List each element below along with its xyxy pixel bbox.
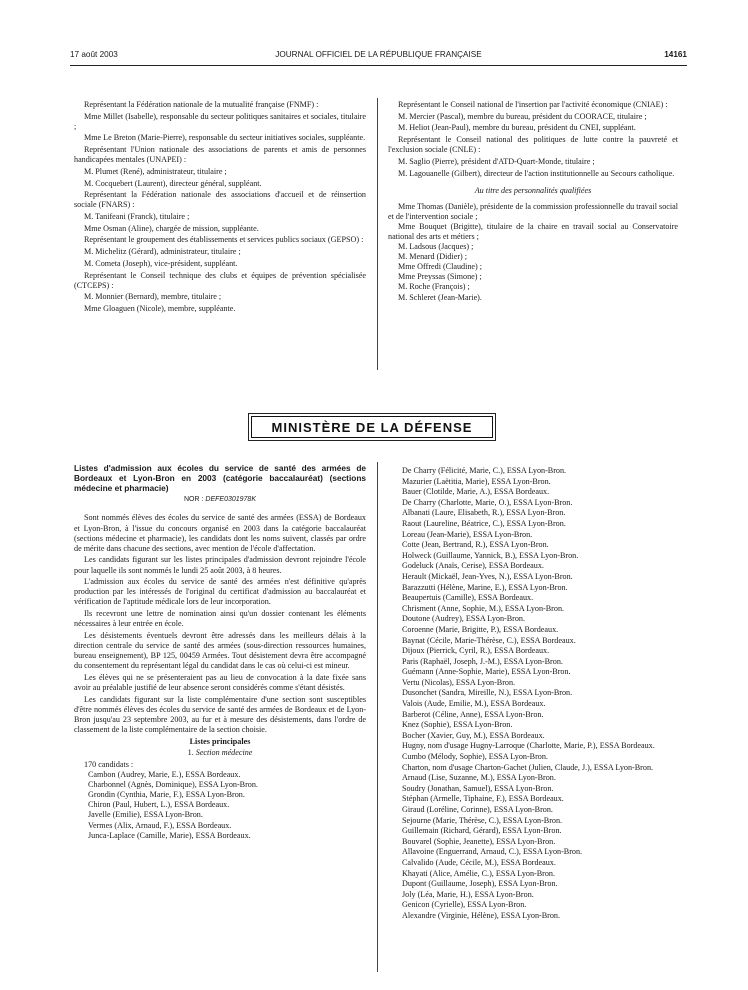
page-number: 14161 xyxy=(664,50,687,59)
paragraph: M. Menard (Didier) ; xyxy=(398,252,468,262)
list-item: Dusonchet (Sandra, Mireille, N.), ESSA Lyon-Bron. xyxy=(402,688,573,698)
list-item: Paris (Raphaël, Joseph, J.-M.), ESSA Lyon-Bron. xyxy=(402,656,563,666)
list-item: Guillemain (Richard, Gérard), ESSA Lyon-Bron. xyxy=(402,826,562,836)
list-item: Bauer (Clotilde, Marie, A.), ESSA Bordeaux. xyxy=(402,487,550,497)
list-item: Knez (Sophie), ESSA Lyon-Bron. xyxy=(402,720,513,730)
list-item: Cumbo (Mélody, Sophie), ESSA Lyon-Bron. xyxy=(402,752,548,762)
list-item: Coroenne (Marie, Brigitte, P.), ESSA Bordeaux. xyxy=(402,624,559,634)
issue-date: 17 août 2003 xyxy=(70,50,118,59)
paragraph: Les candidats figurant sur les listes principales d'admission devront rejoindre l'école pour laquelle ils sont nommés le lundi 25 août 2003, à 8 heures. xyxy=(74,555,366,575)
list-item: Guémann (Anne-Sophie, Marie), ESSA Lyon-Bron. xyxy=(402,667,571,677)
section-number: 1. xyxy=(187,748,194,758)
paragraph: Les désistements éventuels devront être adressés dans les meilleurs délais à la direction centrale du service de santé des armées (sous-direction ressources humaines, bureau enseignement), BP 125, 00459 Armées. Tout désistement devra être accompagné du consentement du représentant légal du candidat dans le cas où celui-ci est mineur. xyxy=(74,630,366,671)
list-item: Sejourne (Marie, Thérèse, C.), ESSA Lyon-Bron. xyxy=(402,815,563,825)
paragraph: M. Lagouanelle (Gilbert), directeur de l'action institutionnelle au Secours catholique. xyxy=(398,168,675,178)
paragraph: Représentant le groupement des établissements et services publics sociaux (GEPSO) : xyxy=(84,235,364,245)
decree-column xyxy=(74,464,366,841)
paragraph: M. Heliot (Jean-Paul), membre du bureau, président du CNEI, suppléant. xyxy=(398,123,636,133)
paragraph: M. Michelitz (Gérard), administrateur, titulaire ; xyxy=(84,247,241,257)
lists-heading: Listes principales xyxy=(189,736,251,746)
list-item: Genicon (Cyrielle), ESSA Lyon-Bron. xyxy=(402,900,527,910)
paragraph: Représentant la Fédération nationale de la mutualité française (FNMF) : xyxy=(84,100,319,109)
paragraph: M. Tanifeani (Franck), titulaire ; xyxy=(84,212,190,222)
list-item: Alexandre (Virginie, Hélène), ESSA Lyon-Bron. xyxy=(402,910,560,920)
column-divider-top xyxy=(377,98,378,370)
list-item: Baynat (Cécile, Marie-Thérèse, C.), ESSA Bordeaux. xyxy=(402,635,576,645)
paragraph: Représentant le Conseil national de l'insertion par l'activité économique (CNIAE) : xyxy=(398,100,668,109)
list-item: Godeluck (Anaïs, Cerise), ESSA Bordeaux. xyxy=(402,561,544,571)
paragraph: Représentant l'Union nationale des associations de parents et amis de personnes handicapées mentales (UNAPEI) : xyxy=(74,145,366,165)
list-item: Loreau (Jean-Marie), ESSA Lyon-Bron. xyxy=(402,529,533,539)
paragraph: M. Saglio (Pierre), président d'ATD-Quart-Monde, titulaire ; xyxy=(398,156,595,166)
section-heading xyxy=(74,748,366,758)
list-item: Chiron (Paul, Hubert, L.), ESSA Bordeaux. xyxy=(88,800,230,810)
paragraph: Représentant le Conseil national des politiques de lutte contre la pauvreté et l'exclusion sociale (CNLE) : xyxy=(388,135,678,155)
paragraph: Mme Thomas (Danièle), présidente de la commission professionnelle du travail social et de l'intervention sociale ; xyxy=(388,201,678,221)
list-item: Grondin (Cynthia, Marie, F.), ESSA Lyon-Bron. xyxy=(88,790,245,800)
paragraph: M. Mercier (Pascal), membre du bureau, président du COORACE, titulaire ; xyxy=(398,111,647,121)
list-item: De Charry (Félicité, Marie, C.), ESSA Lyon-Bron. xyxy=(402,466,567,475)
list-item: Vermes (Alix, Arnaud, F.), ESSA Bordeaux. xyxy=(88,820,232,830)
journal-title: JOURNAL OFFICIEL DE LA RÉPUBLIQUE FRANÇAISE xyxy=(275,50,482,59)
list-item: Barberot (Céline, Anne), ESSA Lyon-Bron. xyxy=(402,709,544,719)
list-item: Chrisment (Anne, Sophie, M.), ESSA Lyon-Bron. xyxy=(402,603,565,613)
decree-title: Listes d'admission aux écoles du service de santé des armées de Bordeaux et Lyon-Bron en 2003 (catégorie baccalauréat) (sections médecine et pharmacie) xyxy=(74,463,366,493)
paragraph: Représentant le Conseil technique des clubs et équipes de prévention spécialisée (CTCEPS) : xyxy=(74,270,366,290)
header-rule xyxy=(70,65,687,66)
paragraph: Les élèves qui ne se présenteraient pas au lieu de convocation à la date fixée sans avoir au préalable justifié de leur absence seront considérés comme s'étant désistés. xyxy=(74,672,366,692)
list-item: De Charry (Charlotte, Marie, O.), ESSA Lyon-Bron. xyxy=(402,497,573,507)
list-item: Giraud (Loréline, Corinne), ESSA Lyon-Bron. xyxy=(402,805,553,814)
top-left-column xyxy=(74,100,366,316)
names-list-right xyxy=(388,466,678,922)
top-right-column xyxy=(388,100,678,303)
list-item: Barazzutti (Hélène, Marine, E.), ESSA Lyon-Bron. xyxy=(402,582,568,592)
paragraph: M. Plumet (René), administrateur, titulaire ; xyxy=(84,166,227,176)
nor-label: NOR : xyxy=(184,496,204,504)
list-item: Cambon (Audrey, Marie, E.), ESSA Bordeaux. xyxy=(88,770,241,780)
list-item: Joly (Léa, Marie, H.), ESSA Lyon-Bron. xyxy=(402,889,534,899)
list-item: Hugny, nom d'usage Hugny-Larroque (Charlotte, Marie, P.), ESSA Bordeaux. xyxy=(402,741,655,751)
list-item: Arnaud (Lise, Suzanne, M.), ESSA Lyon-Bron. xyxy=(402,773,556,783)
list-item: Vertu (Nicolas), ESSA Lyon-Bron. xyxy=(402,677,516,687)
ministry-banner xyxy=(248,413,496,441)
page-header xyxy=(70,50,687,64)
paragraph: Mme Millet (Isabelle), responsable du secteur politiques sanitaires et sociales, titulaire ; xyxy=(74,111,366,131)
paragraph: Mme Osman (Aline), chargée de mission, suppléante. xyxy=(84,223,259,233)
list-item: Bocher (Xavier, Guy, M.), ESSA Bordeaux. xyxy=(402,730,545,740)
list-item: Calvalido (Aude, Cécile, M.), ESSA Bordeaux. xyxy=(402,857,556,867)
list-item: Junca-Laplace (Camille, Marie), ESSA Bordeaux. xyxy=(88,830,251,840)
list-item: Valois (Aude, Emilie, M.), ESSA Bordeaux. xyxy=(402,699,546,709)
nor-code: DEFE0301978K xyxy=(205,496,256,504)
qualified-heading: Au titre des personnalités qualifiées xyxy=(474,185,592,195)
list-item: Mazurier (Laëtitia, Marie), ESSA Lyon-Bron. xyxy=(402,476,551,486)
section-name: Section médecine xyxy=(195,748,253,758)
paragraph: M. Monnier (Bernard), membre, titulaire ; xyxy=(84,292,222,302)
list-item: Javelle (Emilie), ESSA Lyon-Bron. xyxy=(88,810,203,820)
paragraph: Sont nommés élèves des écoles du service de santé des armées (ESSA) de Bordeaux et Lyon-Bron, à l'issue du concours organisé en 2003 dans la catégorie baccalauréat (sections médecine et pharmacie), les candidats dont les noms suivent, classés par ordre de mérite dans chacune des sections, avec mention de l'école d'affectation. xyxy=(74,513,366,553)
nor-reference xyxy=(74,495,366,505)
list-item: Allavoine (Enguerrand, Arnaud, C.), ESSA Lyon-Bron. xyxy=(402,847,583,857)
paragraph: Représentant la Fédération nationale des associations d'accueil et de réinsertion sociale (FNARS) : xyxy=(74,190,366,210)
list-item: Stéphan (Armelle, Tiphaine, F.), ESSA Bordeaux. xyxy=(402,794,564,804)
paragraph: M. Cometa (Joseph), vice-président, suppléant. xyxy=(84,258,238,268)
list-item: Charbonnel (Agnès, Dominique), ESSA Lyon-Bron. xyxy=(88,780,258,790)
ministry-title: MINISTÈRE DE LA DÉFENSE xyxy=(251,416,493,438)
paragraph: Mme Preyssas (Simone) ; xyxy=(398,272,482,282)
list-item: Raout (Laureline, Béatrice, C.), ESSA Lyon-Bron. xyxy=(402,518,566,528)
paragraph: Ils recevront une lettre de nomination ainsi qu'un dossier contenant les éléments nécessaires à leur entrée en école. xyxy=(74,609,366,629)
list-item: Cotte (Jean, Bertrand, R.), ESSA Lyon-Bron. xyxy=(402,540,549,550)
list-item: Bouvarel (Sophie, Jeanette), ESSA Lyon-Bron. xyxy=(402,836,556,846)
list-item: Doutone (Audrey), ESSA Lyon-Bron. xyxy=(402,614,525,624)
names-list-left xyxy=(74,770,366,841)
list-item: Albanati (Laure, Elisabeth, R.), ESSA Lyon-Bron. xyxy=(402,508,566,518)
paragraph: Les candidats figurant sur la liste complémentaire d'une section sont susceptibles d'être nommés élèves des écoles du service de santé des armées de Bordeaux et de Lyon-Bron jusqu'au 23 septembre 2003, au fur et à mesure des désistements, dans l'ordre de classement de la liste complémentaire de la section choisie. xyxy=(74,694,366,734)
paragraph: M. Ladsous (Jacques) ; xyxy=(398,242,474,252)
paragraph: Mme Bouquet (Brigitte), titulaire de la chaire en travail social au Conservatoire national des arts et métiers ; xyxy=(388,221,678,241)
paragraph: L'admission aux écoles du service de santé des armées n'est définitive qu'après production par les intéressés de l'original du certificat d'admission au baccalauréat et vérification de l'aptitude médicale lors de leur incorporation. xyxy=(74,577,366,607)
list-item: Dupont (Guillaume, Joseph), ESSA Lyon-Bron. xyxy=(402,879,558,889)
paragraph: Mme Le Breton (Marie-Pierre), responsable du secteur initiatives sociales, suppléante. xyxy=(84,133,366,143)
paragraph: Mme Gloaguen (Nicole), membre, suppléante. xyxy=(84,304,236,313)
list-item: Herault (Mickaël, Jean-Yves, N.), ESSA Lyon-Bron. xyxy=(402,571,573,581)
column-divider-bottom xyxy=(377,462,378,972)
list-item: Dijoux (Pierrick, Cyril, R.), ESSA Bordeaux. xyxy=(402,646,550,656)
paragraph: M. Schleret (Jean-Marie). xyxy=(398,292,482,302)
candidates-count: 170 candidats : xyxy=(84,759,134,769)
paragraph: M. Roche (François) ; xyxy=(398,282,470,292)
list-item: Soudry (Jonathan, Samuel), ESSA Lyon-Bron. xyxy=(402,783,554,793)
list-item: Holweck (Guillaume, Yannick, B.), ESSA Lyon-Bron. xyxy=(402,550,579,560)
list-item: Beaupertuis (Camille), ESSA Bordeaux. xyxy=(402,593,534,603)
list-item: Charton, nom d'usage Charton-Gachet (Julien, Claude, J.), ESSA Lyon-Bron. xyxy=(402,762,654,772)
paragraph: M. Cocquebert (Laurent), directeur général, suppléant. xyxy=(84,178,262,188)
paragraph: Mme Offredi (Claudine) ; xyxy=(398,262,483,272)
list-item: Khayati (Alice, Amélie, C.), ESSA Lyon-Bron. xyxy=(402,868,555,878)
